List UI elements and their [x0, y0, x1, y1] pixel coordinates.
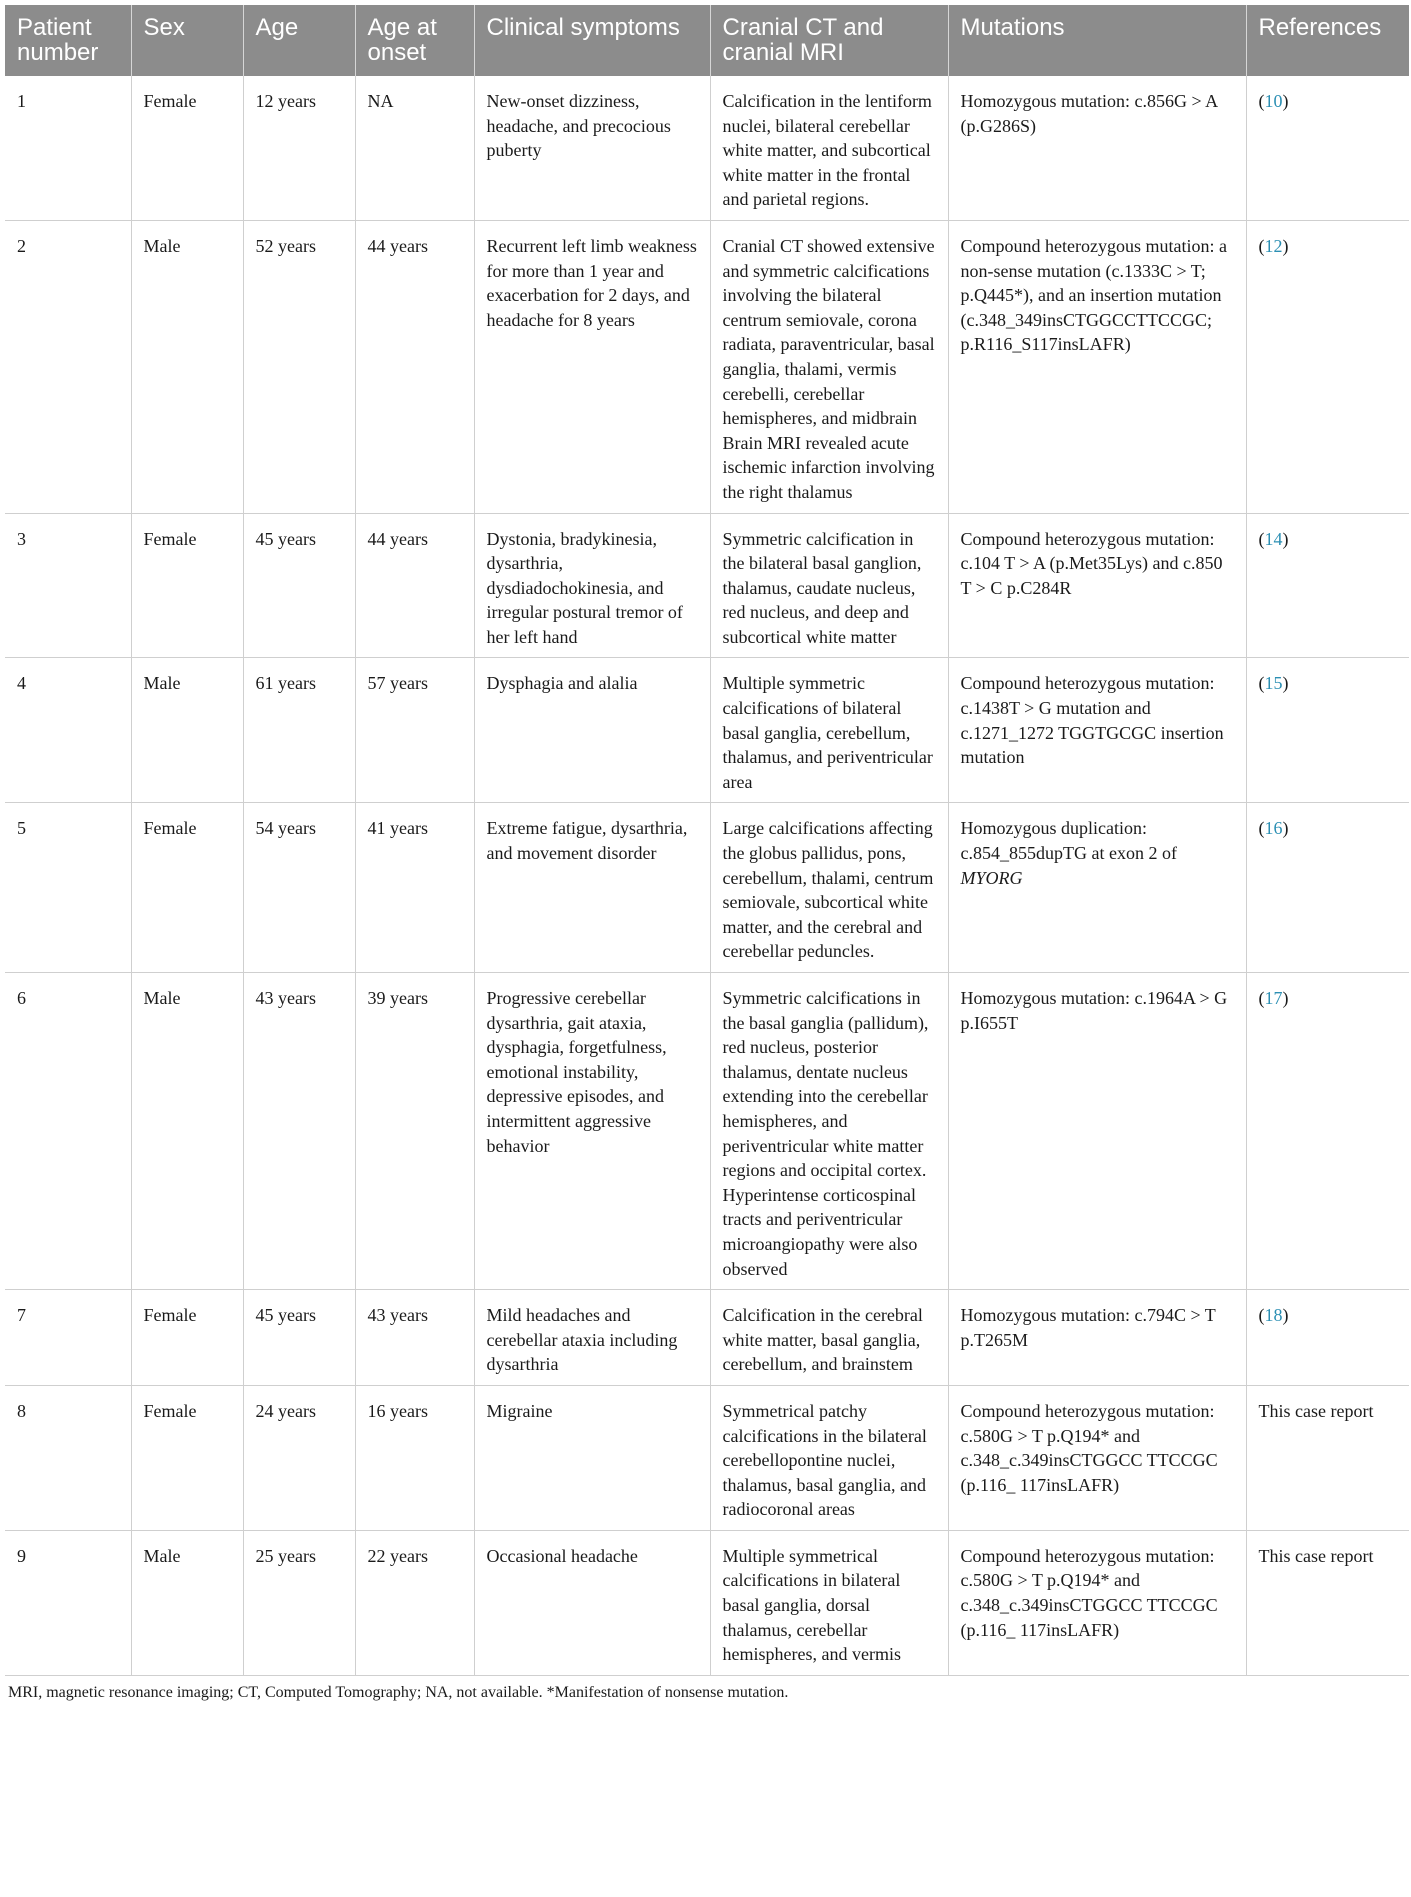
reference-link[interactable]: 12 — [1264, 235, 1283, 256]
table-row — [5, 1385, 1409, 1530]
cell-sex: Female — [131, 513, 243, 658]
table-container — [5, 5, 1409, 1703]
imaging-ct-text: Cranial CT showed extensive and symmetric calcifications involving the bilateral centrum semiovale, corona radiata, paraventricular, basal ganglia, thalami, vermis cerebelli, cerebellar hemispheres, and midbrain — [722, 235, 935, 429]
cell-imaging: Calcification in the lentiform nuclei, bilateral cerebellar white matter, and subcortical white matter in the frontal and parietal regions. — [710, 76, 948, 220]
header-mutations: Mutations — [948, 5, 1246, 76]
cell-reference: (16) — [1246, 803, 1409, 973]
cell-patient-number: 8 — [5, 1385, 131, 1530]
cell-clinical-symptoms: New-onset dizziness, headache, and precocious puberty — [474, 76, 710, 220]
cell-reference: (10) — [1246, 76, 1409, 220]
cell-age: 12 years — [243, 76, 355, 220]
patient-table — [5, 5, 1409, 1676]
header-age: Age — [243, 5, 355, 76]
cell-sex: Male — [131, 658, 243, 803]
header-sex: Sex — [131, 5, 243, 76]
cell-age-at-onset: NA — [355, 76, 474, 220]
cell-clinical-symptoms: Recurrent left limb weakness for more than 1 year and exacerbation for 2 days, and headache for 8 years — [474, 220, 710, 513]
cell-sex: Male — [131, 973, 243, 1290]
cell-reference: (15) — [1246, 658, 1409, 803]
cell-age: 54 years — [243, 803, 355, 973]
table-footnote: MRI, magnetic resonance imaging; CT, Computed Tomography; NA, not available. *Manifestation of nonsense mutation. — [8, 1683, 789, 1701]
reference-link[interactable]: 14 — [1264, 528, 1283, 549]
cell-age-at-onset: 44 years — [355, 513, 474, 658]
cell-clinical-symptoms: Progressive cerebellar dysarthria, gait ataxia, dysphagia, forgetfulness, emotional instability, depressive episodes, and intermittent aggressive behavior — [474, 973, 710, 1290]
cell-patient-number: 9 — [5, 1530, 131, 1675]
cell-mutations: Compound heterozygous mutation: c.104 T > A (p.Met35Lys) and c.850 T > C p.C284R — [948, 513, 1246, 658]
cell-sex: Female — [131, 76, 243, 220]
table-row — [5, 220, 1409, 513]
table-row — [5, 658, 1409, 803]
cell-age-at-onset: 16 years — [355, 1385, 474, 1530]
cell-sex: Female — [131, 803, 243, 973]
cell-sex: Male — [131, 220, 243, 513]
cell-age-at-onset: 57 years — [355, 658, 474, 803]
header-imaging: Cranial CT and cranial MRI — [710, 5, 948, 76]
cell-mutations: Compound heterozygous mutation: a non-sense mutation (c.1333C > T; p.Q445*), and an insertion mutation (c.348_349insCTGGCCTTCCGC; p.R116_S117insLAFR) — [948, 220, 1246, 513]
reference-link[interactable]: 15 — [1264, 673, 1283, 694]
cell-age: 52 years — [243, 220, 355, 513]
cell-age-at-onset: 44 years — [355, 220, 474, 513]
table-row — [5, 1530, 1409, 1675]
cell-reference: (12) — [1246, 220, 1409, 513]
reference-link[interactable]: 10 — [1264, 91, 1283, 111]
cell-imaging: Symmetric calcification in the bilateral basal ganglion, thalamus, caudate nucleus, red nucleus, and deep and subcortical white matter — [710, 513, 948, 658]
cell-imaging: Calcification in the cerebral white matter, basal ganglia, cerebellum, and brainstem — [710, 1290, 948, 1386]
cell-mutations: Compound heterozygous mutation: c.1438T > G mutation and c.1271_1272 TGGTGCGC insertion mutation — [948, 658, 1246, 803]
table-row — [5, 973, 1409, 1290]
cell-age: 45 years — [243, 513, 355, 658]
table-row — [5, 513, 1409, 658]
cell-patient-number: 1 — [5, 76, 131, 220]
cell-mutations: Homozygous mutation: c.856G > A (p.G286S) — [948, 76, 1246, 220]
cell-imaging — [710, 220, 948, 513]
cell-clinical-symptoms: Mild headaches and cerebellar ataxia including dysarthria — [474, 1290, 710, 1386]
cell-patient-number: 2 — [5, 220, 131, 513]
cell-mutations: Compound heterozygous mutation: c.580G > T p.Q194* and c.348_c.349insCTGGCC TTCCGC (p.116_ 117insLAFR) — [948, 1530, 1246, 1675]
table-row — [5, 803, 1409, 973]
cell-imaging: Multiple symmetrical calcifications in bilateral basal ganglia, dorsal thalamus, cerebellar hemispheres, and vermis — [710, 1530, 948, 1675]
table-row — [5, 1290, 1409, 1386]
cell-age: 61 years — [243, 658, 355, 803]
header-patient-number: Patient number — [5, 5, 131, 76]
cell-reference: (14) — [1246, 513, 1409, 658]
cell-age: 43 years — [243, 973, 355, 1290]
header-references: References — [1246, 5, 1409, 76]
header-clinical-symptoms: Clinical symptoms — [474, 5, 710, 76]
cell-reference: This case report — [1246, 1385, 1409, 1530]
gene-name: MYORG — [960, 867, 1023, 888]
cell-reference: This case report — [1246, 1530, 1409, 1675]
cell-patient-number: 6 — [5, 973, 131, 1290]
cell-mutations: Homozygous mutation: c.1964A > G p.I655T — [948, 973, 1246, 1290]
cell-age-at-onset: 43 years — [355, 1290, 474, 1386]
cell-clinical-symptoms: Migraine — [474, 1385, 710, 1530]
cell-imaging: Multiple symmetric calcifications of bilateral basal ganglia, cerebellum, thalamus, and periventricular area — [710, 658, 948, 803]
cell-clinical-symptoms: Occasional headache — [474, 1530, 710, 1675]
cell-clinical-symptoms: Extreme fatigue, dysarthria, and movement disorder — [474, 803, 710, 973]
cell-imaging: Symmetric calcifications in the basal ganglia (pallidum), red nucleus, posterior thalamus, dentate nucleus extending into the cerebellar hemispheres, and periventricular white matter regions and occipital cortex. Hyperintense corticospinal tracts and periventricular microangiopathy were also observed — [710, 973, 948, 1290]
cell-patient-number: 5 — [5, 803, 131, 973]
cell-age: 45 years — [243, 1290, 355, 1386]
reference-link[interactable]: 16 — [1264, 818, 1283, 839]
cell-clinical-symptoms: Dysphagia and alalia — [474, 658, 710, 803]
reference-link[interactable]: 17 — [1264, 988, 1283, 1008]
cell-age: 24 years — [243, 1385, 355, 1530]
table-row — [5, 76, 1409, 220]
cell-reference: (18) — [1246, 1290, 1409, 1386]
cell-age-at-onset: 41 years — [355, 803, 474, 973]
cell-imaging: Symmetrical patchy calcifications in the bilateral cerebellopontine nuclei, thalamus, basal ganglia, and radiocoronal areas — [710, 1385, 948, 1530]
cell-mutations — [948, 803, 1246, 973]
cell-age-at-onset: 22 years — [355, 1530, 474, 1675]
cell-patient-number: 7 — [5, 1290, 131, 1386]
cell-patient-number: 3 — [5, 513, 131, 658]
cell-clinical-symptoms: Dystonia, bradykinesia, dysarthria, dysdiadochokinesia, and irregular postural tremor of her left hand — [474, 513, 710, 658]
cell-mutations: Compound heterozygous mutation: c.580G > T p.Q194* and c.348_c.349insCTGGCC TTCCGC (p.116_ 117insLAFR) — [948, 1385, 1246, 1530]
cell-reference: (17) — [1246, 973, 1409, 1290]
table-header-row — [5, 5, 1409, 76]
cell-patient-number: 4 — [5, 658, 131, 803]
cell-sex: Female — [131, 1290, 243, 1386]
cell-age: 25 years — [243, 1530, 355, 1675]
cell-sex: Female — [131, 1385, 243, 1530]
mutation-text: Homozygous duplication: c.854_855dupTG at exon 2 of — [960, 818, 1177, 864]
cell-imaging: Large calcifications affecting the globus pallidus, pons, cerebellum, thalami, centrum semiovale, subcortical white matter, and the cerebral and cerebellar peduncles. — [710, 803, 948, 973]
imaging-mri-text: Brain MRI revealed acute ischemic infarction involving the right thalamus — [722, 432, 935, 502]
header-age-at-onset: Age at onset — [355, 5, 474, 76]
reference-link[interactable]: 18 — [1264, 1305, 1283, 1326]
cell-sex: Male — [131, 1530, 243, 1675]
cell-age-at-onset: 39 years — [355, 973, 474, 1290]
cell-mutations: Homozygous mutation: c.794C > T p.T265M — [948, 1290, 1246, 1386]
